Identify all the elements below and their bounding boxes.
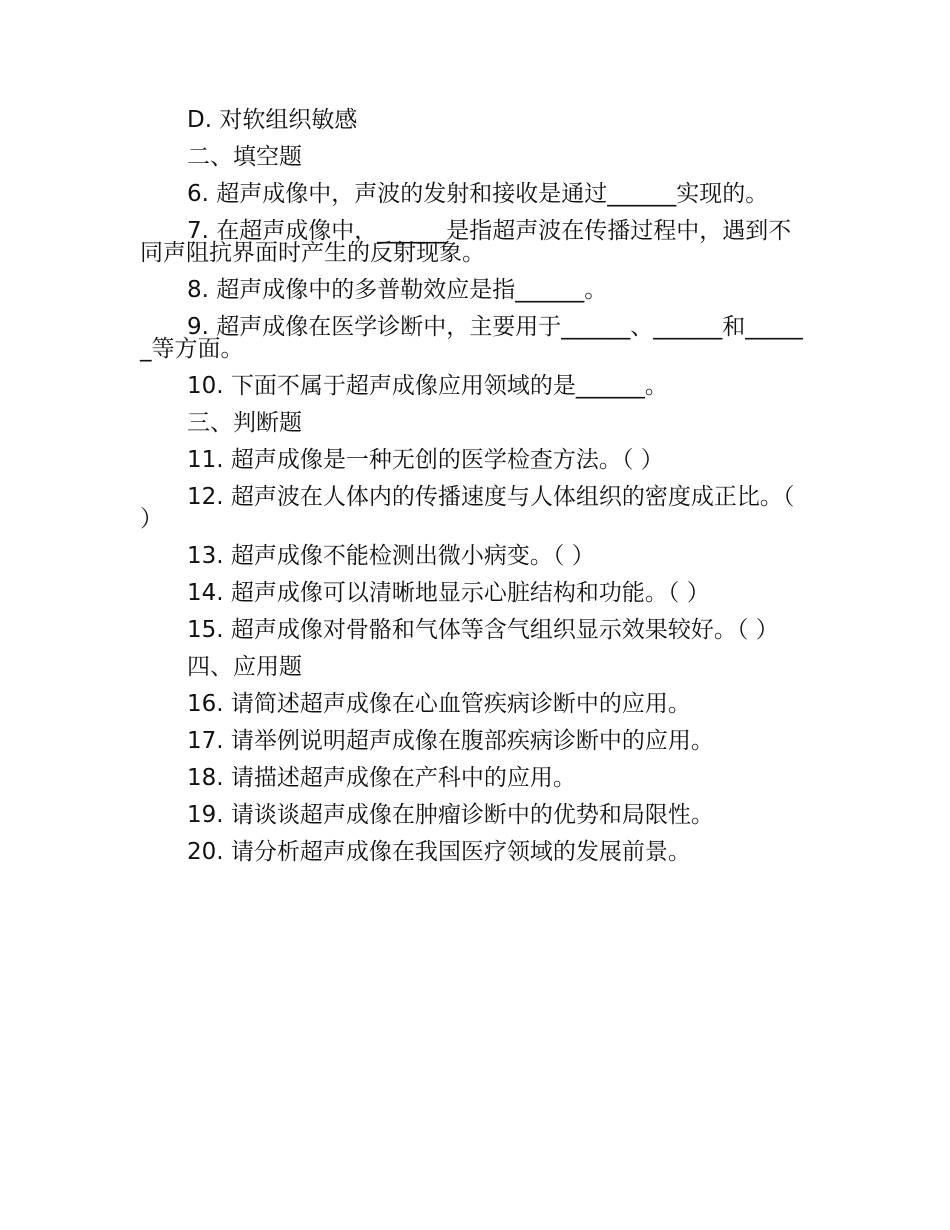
section-heading-true-false: 三、判断题 — [187, 410, 302, 436]
question-12: 12. 超声波在人体内的传播速度与人体组织的密度成正比。（ ） — [140, 484, 802, 532]
question-16: 16. 请简述超声成像在心血管疾病诊断中的应用。 — [187, 691, 691, 717]
question-6: 6. 超声成像中，声波的发射和接收是通过______实现的。 — [187, 181, 769, 207]
section-heading-application: 四、应用题 — [187, 654, 302, 680]
question-11: 11. 超声成像是一种无创的医学检查方法。（ ） — [187, 447, 664, 473]
question-7: 7. 在超声成像中，______是指超声波在传播过程中，遇到不同声阻抗界面时产生的反射现象。 — [140, 218, 792, 266]
question-18: 18. 请描述超声成像在产科中的应用。 — [187, 765, 576, 791]
question-19: 19. 请谈谈超声成像在肿瘤诊断中的优势和局限性。 — [187, 802, 714, 828]
option-d: D. 对软组织敏感 — [187, 107, 358, 133]
section-heading-fill-in: 二、填空题 — [187, 144, 302, 170]
question-8: 8. 超声成像中的多普勒效应是指______。 — [187, 277, 608, 303]
question-17: 17. 请举例说明超声成像在腹部疾病诊断中的应用。 — [187, 728, 714, 754]
question-15: 15. 超声成像对骨骼和气体等含气组织显示效果较好。（ ） — [187, 617, 779, 643]
question-14: 14. 超声成像可以清晰地显示心脏结构和功能。（ ） — [187, 580, 710, 606]
question-9: 9. 超声成像在医学诊断中，主要用于______、______和______等方面。 — [140, 314, 803, 362]
question-13: 13. 超声成像不能检测出微小病变。（ ） — [187, 543, 595, 569]
question-10: 10. 下面不属于超声成像应用领域的是______。 — [187, 373, 668, 399]
document-body — [140, 102, 810, 871]
question-20: 20. 请分析超声成像在我国医疗领域的发展前景。 — [187, 839, 691, 865]
